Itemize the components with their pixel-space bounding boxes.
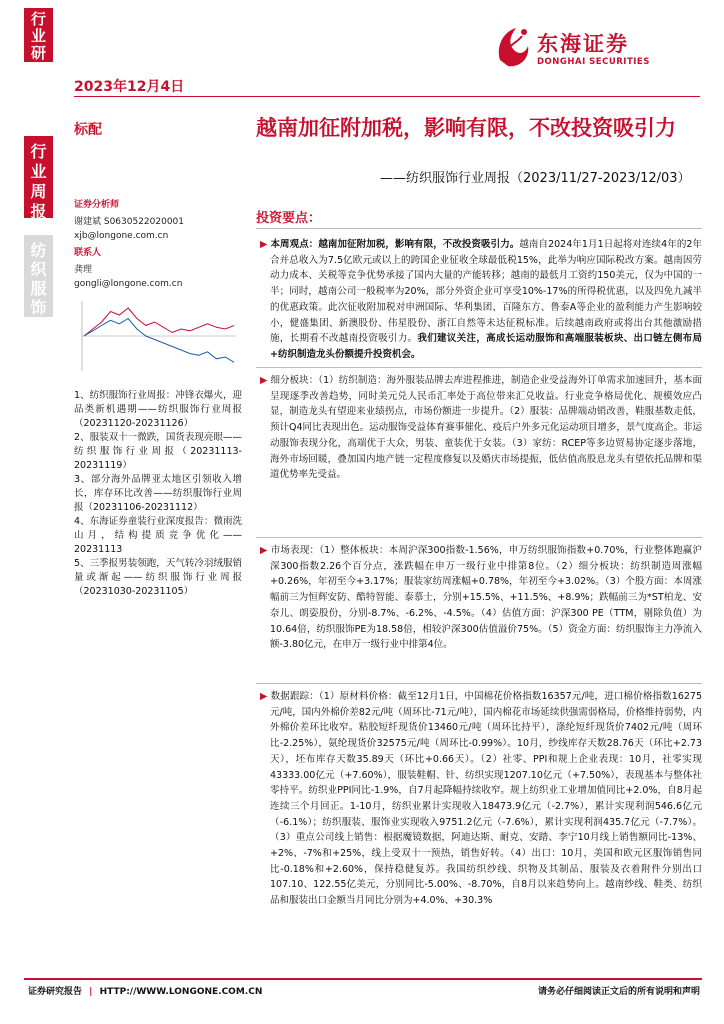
analyst-name: 谢建斌 S0630522020001 [74, 217, 185, 227]
footer-url[interactable]: HTTP://WWW.LONGONE.COM.CN [99, 987, 263, 997]
section-divider [256, 367, 702, 368]
side-tab-textile-label: 纺织服饰 [30, 241, 47, 317]
section-body: 数据跟踪：（1）原材料价格：截至12月1日，中国棉花价格指数16357元/吨，进口棉价格指数16275元/吨，国内外棉价差82元/吨（周环比-71元/吨），国内棉花市场延续供强需弱格局，价格维持弱势，内外棉价差环比收窄。粘胶短纤现货价13460元/吨（周环比持平），涤纶短纤现货价7402元/吨（周环比-2.25%），氨纶现货价32575元/吨（周环比-0.99%）。10月，纱线库存天数28.76天（环比+2.73天），坯布库存天数35.89天（环比+0.66天）。（2）社零、PPI和规上企业表现：10月，社零实现43333.00亿元（+7.60%），服装鞋帽、针、纺织实现1207.10亿元（+7.50%），表现基本与整体社零持平。纺织业PPI同比-1.9%，自7月起降幅持续收窄。规上纺织业工业增加值同比+2.0%，自8月起连续三个月回正。1-10月，纺织业累计实现收入18473.9亿元（-2.7%），累计实现利润546.6亿元（-6.1%）；纺织服装、服饰业实现收入9751.2亿元（-7.6%），累计实现利润435.7亿元（-7.7%）。（3）重点公司线上销售：根据魔镜数据，阿迪达斯、耐克、安踏、李宁10月线上销售额同比-13%、+2%、-7%和+25%，线上受双十一预热，销售好转。（4）出口：10月，美国和欧元区服饰销售同比-0.18%和+2.60%，保持稳健复苏。我国纺织纱线、织物及其制品、服装及衣着附件分别出口107.10、122.55亿美元，分别同比-5.00%、-8.70%，自8月以来趋势向上。越南纱线、鞋类、纺织品和服装出口金额当月同比分别为+4.0%、+30.3% [270, 691, 702, 907]
section-lead: 本周观点：越南加征附加税，影响有限，不改投资吸引力。 [270, 239, 520, 250]
side-tab-weekly-label: 行业周报 [30, 142, 47, 221]
bullet-icon: ▶ [260, 239, 271, 250]
header-divider [74, 96, 700, 97]
rating: 标配 [74, 122, 102, 138]
section-body: 市场表现：（1）整体板块：本周沪深300指数-1.56%，申万纺织服饰指数+0.70%，行业整体跑赢沪深300指数2.26个百分点，涨跌幅在申万一级行业中排第8位。（2）细分板块：纺织制造周涨幅+0.26%，年初至今+3.17%；服装家纺周涨幅+0.78%，年初至今+3.02%。（3）个股方面：本周涨幅前三为恒辉安防、酷特智能、泰慕士，分别+15.5%、+11.5%、+8.9%；跌幅前三为*ST柏龙、安奈儿、朗姿股份，分别-8.7%、-6.2%、-4.5%。（4）估值方面：沪深300 PE（TTM，剔除负值）为10.64倍，纺织服饰PE为18.58倍，相较沪深300估值溢价75%。（5）资金方面：纺织服饰主力净流入额-3.80亿元，在申万一级行业中排第4位。 [270, 545, 702, 651]
analyst-heading: 证券分析师 [74, 200, 120, 210]
side-tab-research [24, 8, 53, 79]
related-report[interactable]: 4、东海证券童装行业深度报告：微雨洗山月，结构提质竞争优化——20231113 [74, 516, 242, 555]
analyst-email: xjb@longone.com.cn [74, 231, 169, 241]
section-divider [256, 537, 702, 538]
bullet-icon: ▶ [260, 545, 271, 556]
side-tab-textile [24, 235, 53, 317]
section-weekly-view [256, 237, 702, 363]
side-tab-weekly [24, 136, 53, 221]
invest-divider [256, 228, 702, 229]
contact-email: gongli@longone.com.cn [74, 279, 183, 289]
bullet-icon: ▶ [260, 691, 271, 702]
section-body: 细分板块：（1）纺织制造：海外服装品牌去库进程推进，制造企业受益海外订单需求加速回升，基本面呈现逐季改善趋势，同时美元兑人民币汇率处于高位带来汇兑收益。行业竞争格局优化、规模效应凸显，制造龙头有望迎来业绩拐点，市场份额进一步提升。（2）服装：品牌端动销改善，鞋服基数走低，预计Q4同比表现出色。运动服饰受益体育赛事催化、疫后户外多元化运动项目增多，景气度高企。非运动服饰表现分化，高端优于大众，男装、童装优于女装。（3）家纺：RCEP等多边贸易协定逐步落地，海外市场回暖，叠加国内地产链一定程度修复以及婚庆市场提振，低估值高股息龙头有望依托品牌和渠道优势率先受益。 [270, 375, 703, 481]
report-subtitle: ——纺织服饰行业周报（2023/11/27-2023/12/03） [380, 171, 691, 186]
report-date: 2023年12月4日 [74, 79, 185, 95]
section-sub-sectors [256, 373, 702, 483]
section-tail: 我们建议关注，高成长运动服饰和高端服装板块、出口链左侧布局+纺织制造龙头份额提升投资机会。 [270, 333, 702, 360]
related-report[interactable]: 5、三季报男装领跑，天气转冷羽绒服销量或渐起——纺织服饰行业周报（20231030-20231105） [74, 558, 242, 597]
contact-name: 龚理 [74, 265, 93, 275]
contact-heading: 联系人 [74, 248, 102, 258]
section-market [256, 543, 702, 653]
side-tab-research-label: 行业研究 [30, 10, 46, 79]
related-report[interactable]: 3、部分海外品牌亚太地区引领收入增长，库存环比改善——纺织服饰行业周报（20231106-20231112） [74, 474, 242, 513]
footer-divider [24, 978, 702, 980]
related-reports [74, 389, 242, 599]
section-body: 越南自2024年1月1日起将对连续4年的2年合并总收入为7.5亿欧元或以上的跨国企业征收全球最低税15%，此举为响应国际税改方案。越南因劳动力成本、关税等竞争优势承接了国内大量的产能转移；越南的最低月工资约150美元，仅为中国的一半；同时，越南公司一般税率为20%，部分外资企业可享受10%-17%的所得税优惠，以及四免九减半的优惠政策。此次征收附加税对申洲国际、华利集团、百隆东方、鲁泰A等企业的盈利能力产生影响较小，健盛集团、新澳股份、伟星股份、浙江自然等未达征税标准。后续越南政府或将出台其他激励措施，长期看不改越南投资吸引力。 [270, 239, 703, 345]
footer-label: 证券研究报告 [28, 987, 83, 997]
footer-left: 证券研究报告 | HTTP://WWW.LONGONE.COM.CN [28, 987, 263, 997]
donghai-logo-icon [492, 22, 534, 70]
logo-en: DONGHAI SECURITIES [537, 57, 650, 67]
logo-cn: 东海证券 [537, 32, 629, 56]
invest-heading: 投资要点： [256, 211, 322, 226]
related-report[interactable]: 2、服装双十一微跌，国货表现亮眼——纺织服饰行业周报（20231113-20231119） [74, 432, 242, 471]
bullet-icon: ▶ [260, 375, 271, 386]
related-report[interactable]: 1、纺织服饰行业周报：冲锋衣爆火，迎品类新机遇期——纺织服饰行业周报（20231120-20231126） [74, 390, 242, 429]
performance-chart [74, 295, 240, 377]
report-title: 越南加征附加税，影响有限，不改投资吸引力 [256, 116, 676, 140]
footer-disclaimer: 请务必仔细阅读正文后的所有说明和声明 [537, 987, 700, 997]
section-divider [256, 683, 702, 684]
section-data [256, 689, 702, 909]
